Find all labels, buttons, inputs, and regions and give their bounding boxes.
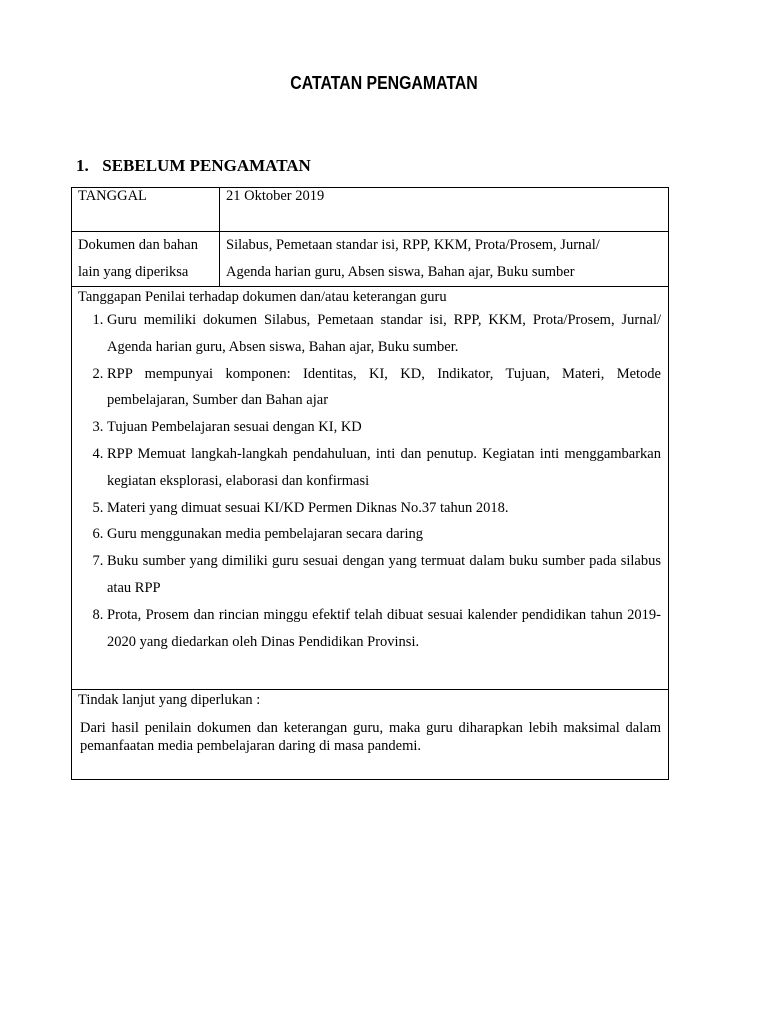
- observation-table: [71, 187, 669, 780]
- tanggal-value: 21 Oktober 2019: [220, 188, 669, 232]
- dokumen-label-line1: Dokumen dan bahan: [78, 237, 198, 253]
- table-row-tindak-lanjut: [72, 690, 669, 780]
- list-item: 1. Guru memiliki dokumen Silabus, Pemetaan standar isi, RPP, KKM, Prota/Prosem, Jurnal/ Agenda harian guru, Absen siswa, Bahan ajar, Buku sumber.: [107, 307, 661, 361]
- dokumen-value-line2: Agenda harian guru, Absen siswa, Bahan ajar, Buku sumber: [226, 264, 575, 280]
- findings-list: [78, 307, 661, 655]
- list-item: 7. Buku sumber yang dimiliki guru sesuai dengan yang termuat dalam buku sumber pada silabus atau RPP: [107, 548, 661, 602]
- tindak-lanjut-label: Tindak lanjut yang diperlukan :: [78, 692, 261, 709]
- table-row-tanggapan: [72, 287, 669, 690]
- tanggapan-cell: [72, 287, 669, 690]
- section-heading: [76, 156, 311, 176]
- section-number: 1.: [76, 156, 89, 175]
- list-item: 4. RPP Memuat langkah-langkah pendahuluan, inti dan penutup. Kegiatan inti menggambarkan kegiatan eksplorasi, elaborasi dan konfirmasi: [107, 441, 661, 495]
- table-row-dokumen: [72, 232, 669, 287]
- dokumen-value-line1: Silabus, Pemetaan standar isi, RPP, KKM, Prota/Prosem, Jurnal/: [226, 237, 600, 253]
- dokumen-label-line2: lain yang diperiksa: [78, 264, 189, 280]
- section-title: SEBELUM PENGAMATAN: [102, 156, 311, 175]
- tanggal-label: TANGGAL: [72, 188, 220, 232]
- list-item: 6. Guru menggunakan media pembelajaran secara daring: [107, 521, 661, 548]
- document-title: CATATAN PENGAMATAN: [290, 73, 478, 93]
- tanggapan-label: Tanggapan Penilai terhadap dokumen dan/atau keterangan guru: [78, 289, 447, 305]
- tindak-lanjut-cell: [72, 690, 669, 780]
- list-item: 5. Materi yang dimuat sesuai KI/KD Permen Diknas No.37 tahun 2018.: [107, 495, 661, 522]
- tindak-lanjut-text: Dari hasil penilain dokumen dan keterangan guru, maka guru diharapkan lebih maksimal dalam pemanfaatan media pembelajaran daring di masa pandemi.: [80, 720, 661, 755]
- dokumen-label: [72, 232, 220, 287]
- list-item: 8. Prota, Prosem dan rincian minggu efektif telah dibuat sesuai kalender pendidikan tahun 2019-2020 yang diedarkan oleh Dinas Pendidikan Provinsi.: [107, 602, 661, 656]
- list-item: 3. Tujuan Pembelajaran sesuai dengan KI, KD: [107, 414, 661, 441]
- dokumen-value: [220, 232, 669, 287]
- table-row-tanggal: [72, 188, 669, 232]
- list-item: 2. RPP mempunyai komponen: Identitas, KI, KD, Indikator, Tujuan, Materi, Metode pembelajaran, Sumber dan Bahan ajar: [107, 361, 661, 415]
